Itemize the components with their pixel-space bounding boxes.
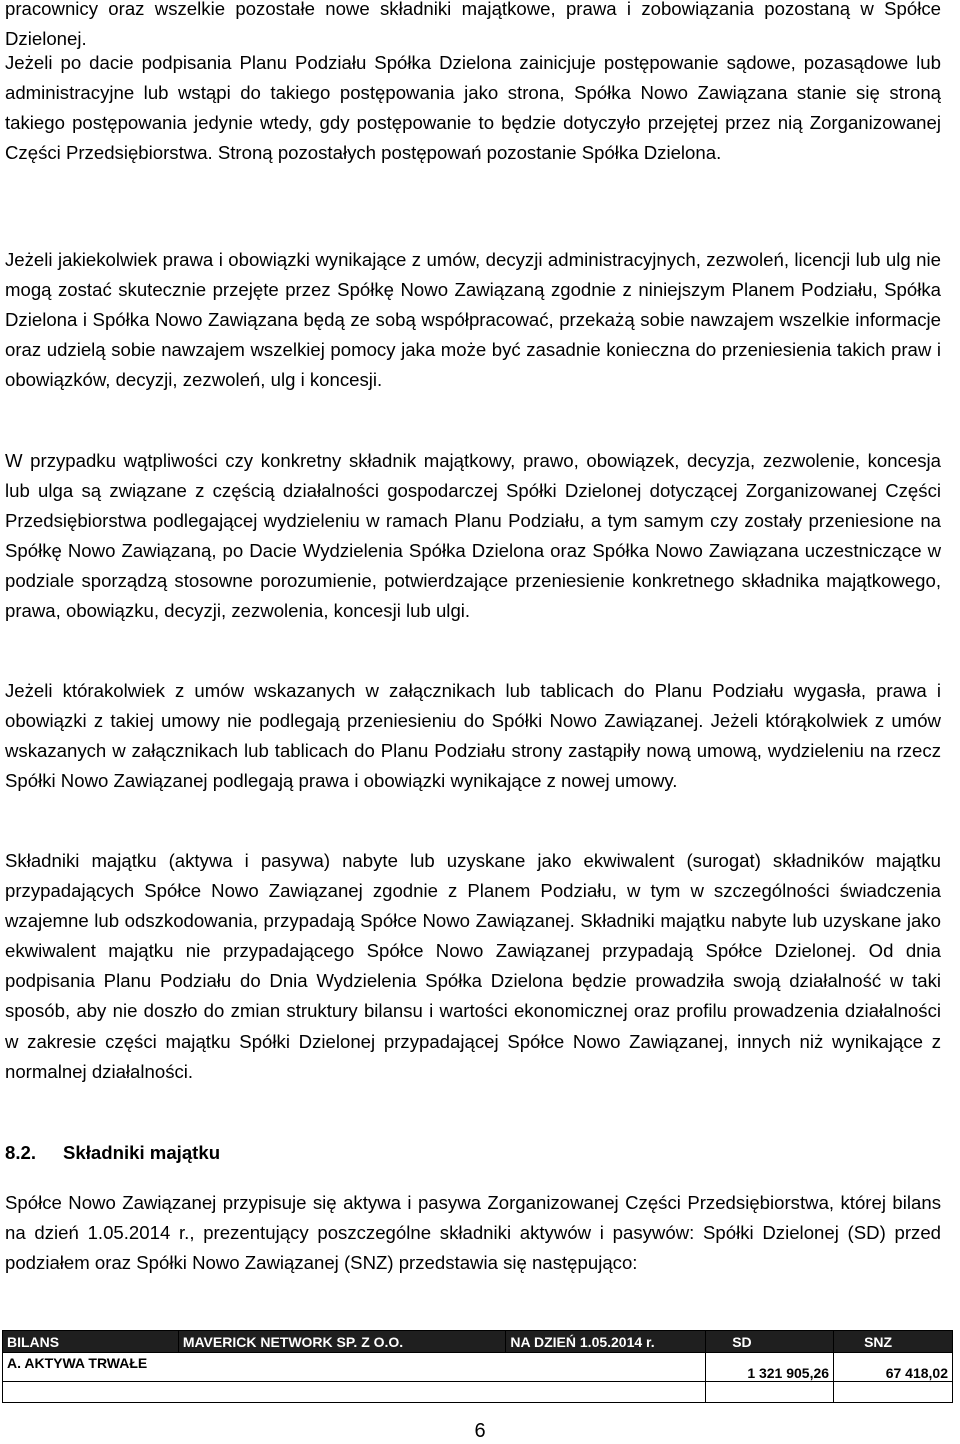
header-sd: SD: [706, 1331, 834, 1353]
table-row: [3, 1353, 953, 1382]
row-label: A. AKTYWA TRWAŁE: [3, 1353, 706, 1382]
continuation-paragraph: pracownicy oraz wszelkie pozostałe nowe składniki majątkowe, prawa i zobowiązania pozostaną w Spółce Dzielonej.: [5, 0, 941, 50]
paragraph-1: Jeżeli po dacie podpisania Planu Podziału Spółka Dzielona zainicjuje postępowanie sądowe, pozasądowe lub administracyjne lub wstąpi do takiego postępowania jako strona, Spółka Nowo Zawiązana stanie się stroną takiego postępowania jedynie wtedy, gdy postępowanie to będzie dotyczyło przejętej przez nią Zorganizowanej Części Przedsiębiorstwa. Stroną pozostałych postępowań pozostanie Spółka Dzielona.: [5, 52, 941, 164]
table-row-spacer: [3, 1382, 953, 1403]
balance-table: [2, 1330, 953, 1403]
paragraph-4: Jeżeli którakolwiek z umów wskazanych w załącznikach lub tablicach do Planu Podziału wygasła, prawa i obowiązki z takiej umowy nie podlegają przeniesieniu do Spółki Nowo Zawiązanej. Jeżeli którąkolwiek z umów wskazanych w załącznikach lub tablicach do Planu Podziału strony zastąpiły nową umową, wydzieleniu na rzecz Spółki Nowo Zawiązanej podlegają prawa i obowiązki wynikające z nowej umowy.: [5, 680, 941, 792]
row-sd-value: 1 321 905,26: [706, 1353, 834, 1382]
section-number: 8.2.: [5, 1142, 37, 1163]
section-paragraph: Spółce Nowo Zawiązanej przypisuje się aktywa i pasywa Zorganizowanej Części Przedsiębiorstwa, której bilans na dzień 1.05.2014 r., prezentujący poszczególne składniki aktywów i pasywów: Spółki Dzielonej (SD) przed podziałem oraz Spółki Nowo Zawiązanej (SNZ) przedstawia się następująco:: [5, 1192, 941, 1274]
page-number: 6: [474, 1420, 486, 1442]
paragraph-2: Jeżeli jakiekolwiek prawa i obowiązki wynikające z umów, decyzji administracyjnych, zezwoleń, licencji lub ulg nie mogą zostać skutecznie przejęte przez Spółkę Nowo Zawiązaną zgodnie z niniejszym Planem Podziału, Spółka Dzielona i Spółka Nowo Zawiązana będą ze sobą współpracować, przekażą sobie nawzajem wszelkie informacje oraz udzielą sobie nawzajem wszelkiej pomocy jaka może być zasadnie konieczna do przeniesienia takich praw i obowiązków, decyzji, zezwoleń, ulg i koncesji.: [5, 249, 941, 391]
section-title: Składniki majątku: [63, 1142, 221, 1163]
paragraph-5: Składniki majątku (aktywa i pasywa) nabyte lub uzyskane jako ekwiwalent (surogat) składników majątku przypadających Spółce Nowo Zawiązanej zgodnie z Planem Podziału, w tym w szczególności świadczenia wzajemne lub odszkodowania, przypadają Spółce Nowo Zawiązanej. Składniki majątku nabyte lub uzyskane jako ekwiwalent majątku nie przypadającego Spółce Nowo Zawiązanej przypadają Spółce Dzielonej. Od dnia podpisania Planu Podziału do Dnia Wydzielenia Spółka Dzielona będzie prowadziła swoją działalność w taki sposób, aby nie doszło do zmian struktury bilansu i wartości ekonomicznej oraz profilu prowadzenia działalności w zakresie części majątku Spółki Dzielonej przypadającej Spółce Nowo Zawiązanej, innych niż wynikające z normalnej działalności.: [5, 850, 941, 1082]
balance-table-header: [3, 1331, 953, 1353]
row-snz-value: 67 418,02: [834, 1353, 953, 1382]
header-snz: SNZ: [834, 1331, 953, 1353]
header-date: NA DZIEŃ 1.05.2014 r.: [506, 1331, 706, 1353]
section-heading: [5, 1138, 220, 1168]
paragraph-3: W przypadku wątpliwości czy konkretny składnik majątkowy, prawo, obowiązek, decyzja, zezwolenie, koncesja lub ulga są związane z częścią działalności gospodarczej Spółki Dzielonej dotyczącej Zorganizowanej Części Przedsiębiorstwa podlegającej wydzieleniu w ramach Planu Podziału, a tym samym czy zostały przeniesione na Spółkę Nowo Zawiązaną, po Dacie Wydzielenia Spółka Dzielona oraz Spółka Nowo Zawiązana uczestniczące w podziale sporządzą stosowne porozumienie, potwierdzające przeniesienie konkretnego składnika majątkowego, prawa, obowiązku, decyzji, zezwolenia, koncesji lub ulgi.: [5, 450, 941, 622]
header-bilans: BILANS: [3, 1331, 179, 1353]
header-company: MAVERICK NETWORK SP. Z O.O.: [178, 1331, 506, 1353]
